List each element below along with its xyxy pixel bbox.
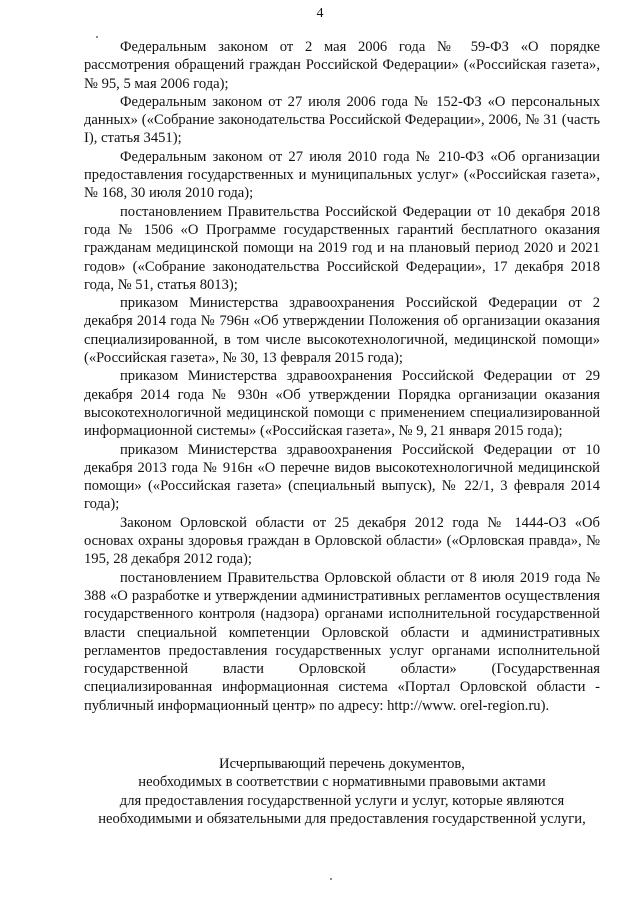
page-number: 4 <box>316 6 324 21</box>
legal-act-paragraph: Федеральным законом от 2 мая 2006 года № 59-ФЗ «О порядке рассмотрения обращений граждан Российской Федерации» («Российская газета», № 95, 5 мая 2006 года); <box>84 39 600 92</box>
legal-act-paragraph: постановлением Правительства Российской Федерации от 10 декабря 2018 года № 1506 «О Программе государственных гарантий бесплатного оказания гражданам медицинской помощи на 2019 год и на плановый период 2020 и 2021 годов» («Собрание законодательства Российской Федерации», 17 декабря 2018 года, № 51, статья 8013); <box>84 203 600 293</box>
legal-act-paragraph: приказом Министерства здравоохранения Российской Федерации от 29 декабря 2014 года № 930н «Об утверждении Порядка организации оказания высокотехнологичной медицинской помощи с применением специализированной информационной системы» («Российская газета», № 9, 21 января 2015 года); <box>84 368 600 440</box>
legal-act-paragraph: Федеральным законом от 27 июля 2010 года № 210-ФЗ «Об организации предоставления государственных и муниципальных услуг» («Российская газета», № 168, 30 июля 2010 года); <box>84 148 600 202</box>
heading-line: необходимыми и обязательными для предоставления государственной услуги, <box>98 810 586 827</box>
section-heading <box>84 755 600 828</box>
heading-line: для предоставления государственной услуги и услуг, которые являются <box>119 792 565 809</box>
legal-act-paragraph: приказом Министерства здравоохранения Российской Федерации от 2 декабря 2014 года № 796н «Об утверждении Положения об организации оказания специализированной, в том числе высокотехнологичной, медицинской помощи» («Российская газета», № 30, 13 февраля 2015 года); <box>84 295 600 367</box>
scan-speck <box>330 878 332 880</box>
legal-act-paragraph: Федеральным законом от 27 июля 2006 года № 152-ФЗ «О персональных данных» («Собрание законодательства Российской Федерации», 2006, № 31 (часть I), статья 3451); <box>84 93 600 147</box>
legal-basis-list <box>84 38 600 715</box>
legal-act-paragraph: постановлением Правительства Орловской области от 8 июля 2019 года № 388 «О разработке и утверждении административных регламентов осуществления государственного контроля (надзора) органами исполнительной государственной власти специальной компетенции Орловской области и административных регламентов предоставления государственных услуг органами исполнительной государственной власти Орловской области» (Государственная специализированная информационная система «Портал Орловской области - публичный информационный центр» по адресу: http://www. orel-region.ru). <box>84 569 600 714</box>
heading-line: Исчерпывающий перечень документов, <box>219 756 465 772</box>
legal-act-paragraph: Законом Орловской области от 25 декабря 2012 года № 1444-ОЗ «Об основах охраны здоровья граждан в Орловской области» («Орловская правда», № 195, 28 декабря 2012 года); <box>84 514 600 568</box>
legal-act-paragraph: приказом Министерства здравоохранения Российской Федерации от 10 декабря 2013 года № 916н «О перечне видов высокотехнологичной медицинской помощи» («Российская газета» (специальный выпуск), № 22/1, 3 февраля 2014 года); <box>84 441 600 513</box>
heading-line: необходимых в соответствии с нормативными правовыми актами <box>138 774 546 791</box>
